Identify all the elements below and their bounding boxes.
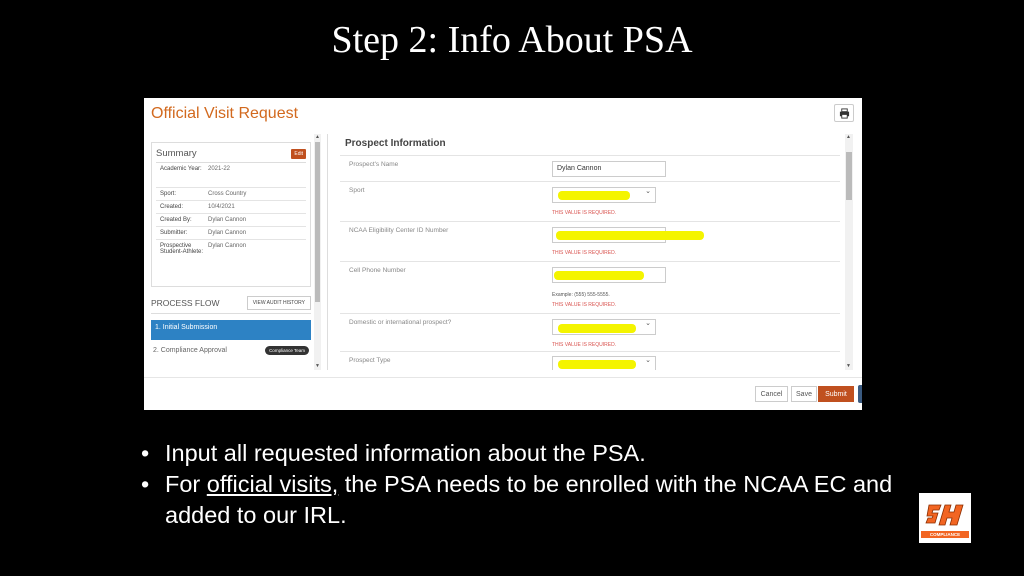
left-panel bbox=[151, 134, 321, 370]
form-row-sport bbox=[340, 182, 840, 222]
summary-card bbox=[151, 142, 311, 287]
form-row-ncaa-id bbox=[340, 222, 840, 262]
field-label: Domestic or international prospect? bbox=[349, 319, 452, 326]
view-audit-history-button[interactable]: VIEW AUDIT HISTORY bbox=[247, 296, 311, 310]
save-button[interactable]: Save bbox=[791, 386, 817, 402]
summary-value: Cross Country bbox=[208, 191, 247, 197]
required-error: THIS VALUE IS REQUIRED. bbox=[552, 250, 617, 256]
redaction-highlight bbox=[556, 231, 704, 240]
bullet-text: For bbox=[165, 471, 207, 497]
redaction-highlight bbox=[558, 360, 636, 369]
field-label: NCAA Eligibility Center ID Number bbox=[349, 227, 449, 234]
form-row-name bbox=[340, 156, 840, 182]
compliance-team-badge: Compliance Team bbox=[265, 346, 309, 355]
summary-value: Dylan Cannon bbox=[208, 217, 247, 223]
left-scrollbar[interactable] bbox=[314, 134, 321, 370]
slide-title: Step 2: Info About PSA bbox=[331, 19, 693, 61]
action-bar bbox=[144, 377, 862, 410]
redaction-highlight bbox=[554, 271, 644, 280]
sam-houston-logo-icon bbox=[925, 499, 965, 529]
print-button[interactable] bbox=[834, 104, 854, 122]
summary-key: Academic Year: bbox=[160, 166, 202, 172]
scroll-up-arrow-icon[interactable]: ▲ bbox=[315, 134, 320, 140]
summary-value: 10/4/2021 bbox=[208, 204, 235, 210]
form-row-phone bbox=[340, 262, 840, 314]
summary-value: 2021-22 bbox=[208, 166, 231, 172]
page-title: Official Visit Request bbox=[151, 105, 299, 122]
scroll-thumb[interactable] bbox=[315, 142, 320, 302]
edit-button[interactable]: Edit bbox=[291, 149, 306, 159]
process-flow bbox=[151, 296, 311, 355]
form-section-title: Prospect Information bbox=[340, 134, 840, 156]
scroll-up-arrow-icon[interactable]: ▲ bbox=[846, 134, 851, 140]
summary-key: Prospective Student-Athlete: bbox=[160, 243, 204, 255]
bullet-text: the PSA needs to be enrolled with the NCAA EC and added to our IRL. bbox=[165, 471, 893, 528]
phone-format-hint: Example: (555) 555-5555. bbox=[552, 292, 610, 298]
required-error: THIS VALUE IS REQUIRED. bbox=[552, 302, 617, 308]
redaction-highlight bbox=[558, 191, 630, 200]
field-label: Prospect Type bbox=[349, 357, 391, 364]
field-label: Cell Phone Number bbox=[349, 267, 406, 274]
panel-divider bbox=[327, 134, 328, 370]
app-screenshot bbox=[144, 98, 862, 410]
form-row-domestic bbox=[340, 314, 840, 352]
scroll-thumb[interactable] bbox=[846, 152, 852, 200]
bullet-text: Input all requested information about the PSA. bbox=[165, 440, 646, 466]
bullet-item bbox=[138, 469, 898, 531]
shsu-compliance-logo bbox=[919, 493, 971, 543]
side-handle bbox=[858, 385, 862, 403]
summary-key: Sport: bbox=[160, 191, 177, 197]
printer-icon bbox=[839, 108, 850, 119]
summary-row bbox=[156, 214, 306, 227]
bullet-list bbox=[138, 438, 898, 531]
prospect-form bbox=[340, 134, 840, 370]
bullet-item bbox=[138, 438, 898, 469]
summary-value: Dylan Cannon bbox=[208, 230, 247, 236]
summary-row bbox=[156, 201, 306, 214]
summary-key: Created By: bbox=[160, 217, 192, 223]
required-error: THIS VALUE IS REQUIRED. bbox=[552, 342, 617, 348]
summary-value: Dylan Cannon bbox=[208, 243, 247, 249]
logo-caption: COMPLIANCE bbox=[921, 531, 969, 538]
cancel-button[interactable]: Cancel bbox=[755, 386, 788, 402]
summary-row bbox=[156, 188, 306, 201]
process-step-compliance-approval[interactable] bbox=[151, 346, 311, 355]
submit-button[interactable]: Submit bbox=[818, 386, 854, 402]
field-label: Prospect's Name bbox=[349, 161, 399, 168]
summary-key: Submitter: bbox=[160, 230, 188, 236]
process-flow-title: PROCESS FLOW bbox=[151, 298, 220, 308]
summary-row bbox=[156, 227, 306, 240]
prospect-name-input[interactable]: Dylan Cannon bbox=[552, 161, 666, 177]
process-step-initial-submission[interactable]: 1. Initial Submission bbox=[151, 320, 311, 340]
summary-row bbox=[156, 163, 306, 188]
scroll-down-arrow-icon[interactable]: ▼ bbox=[846, 363, 851, 369]
redaction-highlight bbox=[558, 324, 636, 333]
form-row-prospect-type bbox=[340, 352, 840, 370]
process-step-label: 2. Compliance Approval bbox=[153, 347, 227, 354]
summary-key: Created: bbox=[160, 204, 184, 210]
summary-row bbox=[156, 240, 306, 274]
required-error: THIS VALUE IS REQUIRED. bbox=[552, 210, 617, 216]
scroll-down-arrow-icon[interactable]: ▼ bbox=[315, 363, 320, 369]
field-label: Sport bbox=[349, 187, 365, 194]
official-visits-link[interactable]: official visits, bbox=[206, 471, 339, 497]
summary-title: Summary bbox=[156, 148, 197, 159]
form-scrollbar[interactable] bbox=[845, 134, 853, 370]
